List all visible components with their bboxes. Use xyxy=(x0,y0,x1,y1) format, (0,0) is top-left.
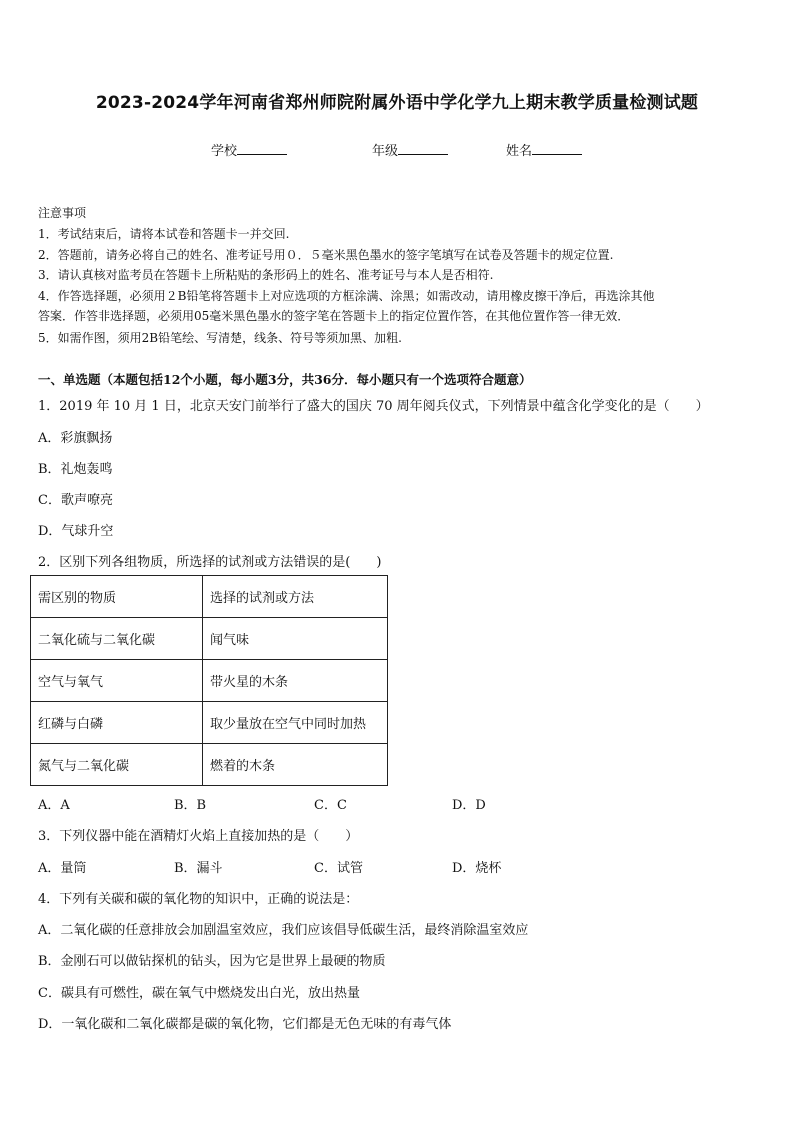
question-3-option-b: B．漏斗 xyxy=(174,861,223,876)
question-4-option-d: D．一氧化碳和二氧化碳都是碳的氧化物，它们都是无色无味的有毒气体 xyxy=(38,1017,452,1032)
question-3-option-a: A．量筒 xyxy=(38,861,87,876)
question-3-option-d: D．烧杯 xyxy=(452,861,502,876)
question-1-option-b: B．礼炮轰鸣 xyxy=(38,462,113,477)
question-4-stem: 4．下列有关碳和碳的氧化物的知识中，正确的说法是： xyxy=(38,892,359,907)
question-1-option-c: C．歌声嘹亮 xyxy=(38,493,113,508)
question-2-option-b: B．B xyxy=(174,798,207,813)
table-cell: 红磷与白磷 xyxy=(31,702,203,744)
table-cell: 闻气味 xyxy=(203,618,388,660)
school-label: 学校 xyxy=(211,144,238,159)
question-4-option-a: A．二氧化碳的任意排放会加剧温室效应，我们应该倡导低碳生活，最终消除温室效应 xyxy=(38,923,529,938)
table-row xyxy=(31,660,388,702)
notice-item: 1．考试结束后，请将本试卷和答题卡一并交回. xyxy=(38,227,290,241)
question-1-stem: 1．2019 年 10 月 1 日，北京天安门前举行了盛大的国庆 70 周年阅兵仪式，下列情景中蕴含化学变化的是（ ） xyxy=(38,399,709,414)
table-cell: 取少量放在空气中同时加热 xyxy=(203,702,388,744)
question-3-stem: 3．下列仪器中能在酒精灯火焰上直接加热的是（ ） xyxy=(38,829,359,844)
question-1-option-a: A．彩旗飘扬 xyxy=(38,431,113,446)
table-row xyxy=(31,744,388,786)
name-field[interactable] xyxy=(506,140,582,159)
question-2-option-c: C．C xyxy=(314,798,347,813)
question-2-table xyxy=(30,575,388,786)
grade-blank[interactable] xyxy=(398,142,448,155)
table-row xyxy=(31,618,388,660)
table-cell: 燃着的木条 xyxy=(203,744,388,786)
grade-field[interactable] xyxy=(372,140,448,159)
page-title: 2023-2024学年河南省郑州师院附属外语中学化学九上期末教学质量检测试题 xyxy=(95,93,699,113)
grade-label: 年级 xyxy=(372,144,399,159)
school-field[interactable] xyxy=(211,140,287,159)
notice-item: 4．作答选择题，必须用２B铅笔将答题卡上对应选项的方框涂满、涂黑；如需改动，请用橡皮擦干净后，再选涂其他 xyxy=(38,289,655,303)
question-2-option-a: A．A xyxy=(38,798,70,813)
question-3-option-c: C．试管 xyxy=(314,861,363,876)
question-4-option-b: B．金刚石可以做钻探机的钻头，因为它是世界上最硬的物质 xyxy=(38,954,386,969)
notice-item: 5．如需作图，须用2B铅笔绘、写清楚，线条、符号等须加黑、加粗. xyxy=(38,331,402,345)
question-2-option-d: D．D xyxy=(452,798,486,813)
school-blank[interactable] xyxy=(237,142,287,155)
notice-item: 2．答题前，请务必将自己的姓名、准考证号用０．５毫米黑色墨水的签字笔填写在试卷及答题卡的规定位置. xyxy=(38,248,614,262)
section-heading: 一、单选题（本题包括12个小题，每小题3分，共36分．每小题只有一个选项符合题意） xyxy=(38,372,532,387)
table-cell: 带火星的木条 xyxy=(203,660,388,702)
name-blank[interactable] xyxy=(532,142,582,155)
question-4-option-c: C．碳具有可燃性，碳在氧气中燃烧发出白光，放出热量 xyxy=(38,986,360,1001)
notice-heading: 注意事项 xyxy=(38,206,87,220)
table-header-cell: 选择的试剂或方法 xyxy=(203,576,388,618)
table-header-cell: 需区别的物质 xyxy=(31,576,203,618)
table-row xyxy=(31,576,388,618)
table-row xyxy=(31,702,388,744)
table-cell: 二氧化硫与二氧化碳 xyxy=(31,618,203,660)
question-1-option-d: D．气球升空 xyxy=(38,524,114,539)
notice-item: 3．请认真核对监考员在答题卡上所粘贴的条形码上的姓名、准考证号与本人是否相符. xyxy=(38,268,494,282)
table-cell: 氮气与二氧化碳 xyxy=(31,744,203,786)
table-cell: 空气与氧气 xyxy=(31,660,203,702)
question-2-stem: 2．区别下列各组物质，所选择的试剂或方法错误的是( ) xyxy=(38,555,382,570)
notice-item: 答案．作答非选择题，必须用05毫米黑色墨水的签字笔在答题卡上的指定位置作答，在其他位置作答一律无效． xyxy=(38,309,630,323)
name-label: 姓名 xyxy=(506,144,533,159)
